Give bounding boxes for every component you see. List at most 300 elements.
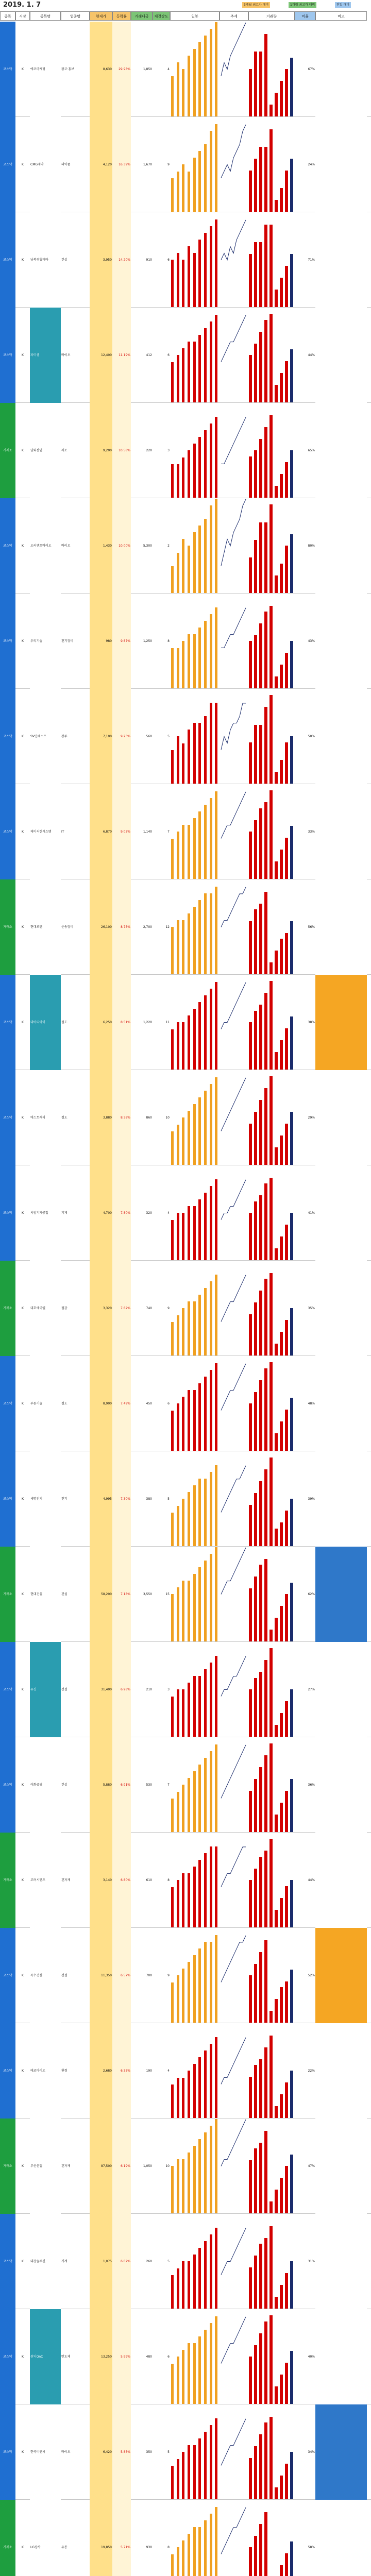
volume-bar: [249, 2547, 252, 2576]
daily-bars: [170, 1547, 220, 1642]
volume-bars: [248, 22, 295, 117]
cell-mkt: K: [22, 1592, 24, 1596]
legend-item: 3개월 최고가 대비: [242, 2, 270, 8]
volume-bar: [254, 1964, 257, 2023]
daily-bar: [204, 328, 207, 402]
daily-bar: [193, 1867, 196, 1927]
status-cell: [315, 22, 367, 117]
report-date: 2019. 1. 7: [3, 1, 41, 9]
cell-price: 8,900: [90, 1356, 112, 1451]
daily-bar: [188, 2153, 190, 2213]
volume-bar: [269, 314, 273, 402]
volume-bar: [249, 1689, 252, 1737]
volume-bar: [254, 1201, 257, 1260]
daily-bar: [193, 1676, 196, 1737]
volume-bars: [248, 1547, 295, 1642]
column-header[interactable]: 등락률: [112, 11, 131, 21]
volume-bar: [269, 2201, 273, 2213]
cell-amt: 1,670: [143, 163, 152, 166]
cell-amt: 1,220: [143, 1021, 152, 1024]
volume-bar: [264, 147, 267, 212]
volume-bar: [280, 1332, 283, 1355]
cell-pct: 10.00%: [112, 498, 131, 594]
legend-item: 1개월 최고가 대비: [289, 2, 316, 8]
trend-line: [221, 1548, 246, 1595]
volume-bar: [290, 2071, 293, 2118]
daily-bar: [188, 1581, 190, 1641]
volume-bars: [248, 2404, 295, 2500]
cell-amt: 1,140: [143, 830, 152, 834]
daily-bars: [170, 1451, 220, 1547]
table-row[interactable]: [0, 1642, 371, 1737]
volume-bar: [249, 1588, 252, 1641]
volume-bar: [285, 2082, 288, 2118]
daily-bar: [215, 2507, 217, 2576]
daily-bar: [215, 499, 217, 593]
table-row[interactable]: [0, 2309, 371, 2404]
daily-bar: [188, 2261, 190, 2309]
cell-mkt: K: [22, 2355, 24, 2359]
volume-bar: [254, 1779, 257, 1832]
daily-bar: [215, 887, 217, 974]
cell-name: 대창솔루션: [30, 2214, 61, 2309]
daily-bar: [204, 2330, 207, 2404]
cell-name: 남화산업: [30, 403, 61, 498]
daily-bar: [210, 798, 212, 879]
cell-sec: 철도: [61, 1116, 68, 1120]
cell-mkt: K: [22, 67, 24, 71]
cell-amt: 530: [146, 1783, 152, 1787]
status-cell: [315, 2119, 367, 2214]
daily-bars: [170, 1642, 220, 1737]
cell-vpct: 71%: [308, 258, 315, 262]
daily-bars: [170, 2023, 220, 2119]
trend-sparkline: [220, 594, 248, 689]
table-row[interactable]: [0, 879, 371, 975]
column-header[interactable]: 비고: [315, 11, 367, 21]
trend-line: [221, 220, 246, 260]
cell-price: 11,350: [90, 1928, 112, 2023]
volume-bar: [280, 2375, 283, 2404]
table-row[interactable]: [0, 1165, 371, 1261]
status-cell: [315, 2214, 367, 2309]
cell-pct: 14.20%: [112, 212, 131, 308]
cell-sec: 건자재: [61, 1878, 71, 1882]
daily-bar: [198, 42, 201, 116]
daily-bar: [210, 29, 212, 116]
daily-bar: [198, 240, 201, 307]
status-cell: [315, 498, 367, 594]
cell-cnt: 7: [167, 830, 170, 834]
trend-sparkline: [220, 22, 248, 117]
cell-mkt: K: [22, 1783, 24, 1787]
table-row[interactable]: [0, 308, 371, 403]
table-row[interactable]: [0, 1356, 371, 1451]
trend-line: [221, 2507, 246, 2554]
daily-bar: [210, 2514, 212, 2576]
daily-bar: [204, 1669, 207, 1737]
daily-bars: [170, 975, 220, 1070]
daily-bar: [198, 1765, 201, 1832]
volume-bar: [275, 1344, 278, 1355]
cell-vpct: 67%: [308, 67, 315, 71]
cell-sec: 철강: [61, 1307, 68, 1310]
daily-bar: [198, 1383, 201, 1451]
cell-price: 3,880: [90, 1070, 112, 1165]
volume-bar: [290, 1970, 293, 2023]
volume-bar: [254, 242, 257, 307]
daily-bar: [193, 1104, 196, 1165]
volume-bar: [285, 2363, 288, 2404]
table-row[interactable]: [0, 2023, 371, 2119]
cell-cnt: 2: [167, 544, 170, 548]
cell-name: 서암기계공업: [30, 1165, 61, 1261]
cell-pct: 11.19%: [112, 308, 131, 403]
daily-bar: [215, 1935, 217, 2023]
trend-line: [221, 1275, 246, 1322]
cell-amt: 380: [146, 1497, 152, 1501]
daily-bar: [204, 2520, 207, 2576]
column-header[interactable]: 추세: [220, 11, 248, 21]
daily-bar: [204, 36, 207, 116]
cell-name: 대호에이엘: [30, 1261, 61, 1356]
table-row[interactable]: [0, 2214, 371, 2309]
volume-bars: [248, 975, 295, 1070]
cell-vpct: 80%: [308, 544, 315, 548]
volume-bar: [275, 1147, 278, 1165]
cell-pct: 6.02%: [112, 2214, 131, 2309]
volume-bar: [259, 1005, 262, 1070]
volume-bar: [290, 2452, 293, 2499]
volume-bar: [269, 1458, 273, 1546]
cell-amt: 700: [146, 1974, 152, 1977]
cell-cnt: 4: [167, 67, 170, 71]
volume-bar: [264, 1088, 267, 1165]
volume-bar: [254, 344, 257, 402]
daily-bar: [193, 1301, 196, 1355]
volume-bar: [269, 504, 273, 593]
cell-sec: 전기장비: [61, 639, 74, 643]
daily-bar: [182, 1969, 184, 2023]
daily-bar: [193, 2146, 196, 2213]
volume-bar: [290, 1689, 293, 1737]
daily-bar: [177, 1506, 179, 1546]
daily-bar: [188, 450, 190, 498]
trend-sparkline: [220, 1261, 248, 1356]
trend-sparkline: [220, 1165, 248, 1261]
volume-bar: [259, 1857, 262, 1927]
volume-bars: [248, 1833, 295, 1928]
cell-vpct: 50%: [308, 735, 315, 738]
daily-bar: [188, 825, 190, 879]
cell-grp: 코스닥: [0, 594, 15, 689]
volume-bar: [264, 1851, 267, 1927]
volume-bar: [275, 93, 278, 116]
trend-line: [221, 608, 246, 648]
cell-vpct: 52%: [308, 1974, 315, 1977]
volume-bar: [290, 1880, 293, 1927]
table-row[interactable]: [0, 22, 371, 117]
volume-bar: [290, 534, 293, 593]
column-header[interactable]: 비율: [295, 11, 315, 21]
cell-mkt: K: [22, 2069, 24, 2073]
daily-bar: [182, 920, 184, 974]
column-header[interactable]: 일봉: [170, 11, 220, 21]
daily-bar: [204, 1758, 207, 1832]
table-row[interactable]: [0, 784, 371, 879]
table-row[interactable]: [0, 1261, 371, 1356]
volume-bar: [264, 1183, 267, 1260]
daily-bar: [177, 1125, 179, 1165]
volume-bar: [264, 320, 267, 402]
cell-cnt: 12: [165, 925, 170, 929]
trend-line: [221, 1180, 246, 1220]
daily-bar: [193, 342, 196, 402]
daily-bar: [215, 2228, 217, 2309]
daily-bar: [177, 62, 179, 116]
volume-bar: [280, 1522, 283, 1546]
volume-bar: [249, 254, 252, 307]
cell-amt: 610: [146, 1878, 152, 1882]
volume-bar: [264, 802, 267, 879]
volume-bars: [248, 1451, 295, 1547]
table-row[interactable]: [0, 1070, 371, 1165]
volume-bar: [269, 790, 273, 879]
volume-bar: [264, 2131, 267, 2213]
trend-sparkline: [220, 1737, 248, 1833]
trend-line: [221, 23, 246, 76]
volume-bar: [275, 861, 278, 879]
column-header[interactable]: 종목명: [30, 11, 61, 21]
cell-amt: 260: [146, 2260, 152, 2263]
daily-bar: [188, 1015, 190, 1070]
volume-bar: [249, 2160, 252, 2213]
volume-bars: [248, 1070, 295, 1165]
cell-pct: 9.23%: [112, 689, 131, 784]
daily-bar: [215, 1656, 217, 1737]
daily-bar: [188, 546, 190, 593]
volume-bar: [285, 1594, 288, 1641]
cell-pct: 6.35%: [112, 2023, 131, 2119]
daily-bar: [171, 464, 174, 498]
cell-grp: 코스닥: [0, 2404, 15, 2500]
cell-grp: 코스닥: [0, 117, 15, 212]
volume-bar: [269, 2315, 273, 2404]
volume-bar: [249, 2077, 252, 2118]
cell-name: 오리엔트바이오: [30, 498, 61, 594]
cell-name: 이화공영: [30, 1737, 61, 1833]
column-header[interactable]: 체결강도: [153, 11, 170, 21]
trend-sparkline: [220, 2309, 248, 2404]
volume-bar: [249, 1213, 252, 1260]
volume-bar: [275, 575, 278, 593]
table-row[interactable]: [0, 689, 371, 784]
volume-bar: [269, 1273, 273, 1355]
daily-bar: [215, 2119, 217, 2213]
volume-bar: [275, 1433, 278, 1451]
daily-bar: [204, 144, 207, 212]
daily-bar: [182, 1689, 184, 1737]
cell-sec: 광고·홍보: [61, 67, 75, 71]
cell-pct: 5.99%: [112, 2309, 131, 2404]
volume-bar: [269, 2226, 273, 2309]
volume-bar: [249, 456, 252, 498]
volume-bar: [269, 981, 273, 1070]
volume-bar: [254, 1011, 257, 1070]
volume-bar: [285, 1410, 288, 1451]
column-header[interactable]: 현재가: [90, 11, 112, 21]
daily-bar: [215, 1179, 217, 1260]
cell-pct: 6.91%: [112, 1737, 131, 1833]
daily-bar: [198, 628, 201, 688]
trend-line: [221, 315, 246, 362]
volume-bar: [285, 933, 288, 974]
column-header[interactable]: 시장: [15, 11, 30, 21]
trend-sparkline: [220, 2119, 248, 2214]
volume-bar: [264, 1368, 267, 1451]
cell-amt: 1,050: [143, 2164, 152, 2168]
cell-grp: 코스닥: [0, 2023, 15, 2119]
column-header[interactable]: 업종명: [61, 11, 90, 21]
volume-bar: [280, 939, 283, 974]
daily-bars: [170, 308, 220, 403]
cell-sec: 전기: [61, 1497, 68, 1501]
column-header[interactable]: 거래량: [248, 11, 295, 21]
cell-price: 4,120: [90, 117, 112, 212]
cell-name: LG상사: [30, 2500, 61, 2576]
cell-name: 남북경협테마: [30, 212, 61, 308]
volume-bars: [248, 403, 295, 498]
column-header[interactable]: 종목: [0, 11, 15, 21]
volume-bar: [269, 2011, 273, 2023]
trend-line: [221, 1936, 246, 1982]
cell-name: 에코바이오: [30, 2023, 61, 2119]
status-cell: [315, 117, 367, 212]
table-row[interactable]: [0, 1928, 371, 2023]
daily-bars: [170, 2119, 220, 2214]
cell-sec: 건설: [61, 1592, 68, 1596]
daily-bar: [193, 532, 196, 593]
table-row[interactable]: [0, 117, 371, 212]
cell-amt: 1,850: [143, 67, 152, 71]
daily-bar: [182, 2540, 184, 2576]
daily-bar: [198, 1097, 201, 1165]
daily-bar: [204, 1193, 207, 1260]
volume-bar: [285, 1791, 288, 1832]
status-cell: [315, 1261, 367, 1356]
volume-bar: [275, 2386, 278, 2404]
cell-vpct: 33%: [308, 830, 315, 834]
daily-bar: [204, 1561, 207, 1641]
status-cell: [315, 1642, 367, 1737]
daily-bar: [198, 811, 201, 879]
cell-amt: 2,700: [143, 925, 152, 929]
table-row[interactable]: [0, 975, 371, 1070]
cell-pct: 7.62%: [112, 1261, 131, 1356]
volume-bar: [269, 1630, 273, 1641]
daily-bar: [193, 444, 196, 498]
cell-mkt: K: [22, 2260, 24, 2263]
cell-sec: 건자재: [61, 2164, 71, 2168]
daily-bar: [193, 1206, 196, 1260]
table-row[interactable]: [0, 498, 371, 594]
daily-bars: [170, 117, 220, 212]
cell-name: 세명전기: [30, 1451, 61, 1547]
volume-bar: [264, 1755, 267, 1832]
cell-sec: 바이오: [61, 353, 71, 357]
volume-bar: [285, 653, 288, 688]
volume-bar: [264, 2422, 267, 2499]
cell-price: 4,700: [90, 1165, 112, 1261]
volume-bar: [280, 373, 283, 402]
trend-sparkline: [220, 403, 248, 498]
table-row[interactable]: [0, 594, 371, 689]
daily-bar: [210, 1281, 212, 1355]
daily-bar: [188, 1301, 190, 1355]
table-row[interactable]: [0, 212, 371, 308]
volume-bar: [280, 1040, 283, 1070]
daily-bar: [215, 607, 217, 688]
cell-price: 31,400: [90, 1642, 112, 1737]
cell-amt: 740: [146, 1307, 152, 1310]
daily-bar: [182, 2350, 184, 2404]
daily-bar: [215, 1077, 217, 1165]
cell-vpct: 48%: [308, 1402, 315, 1405]
volume-bar: [290, 2261, 293, 2309]
volume-bar: [275, 1815, 278, 1832]
cell-name: 특수건설: [30, 1928, 61, 2023]
table-row[interactable]: [0, 2500, 371, 2576]
status-cell: [315, 1451, 367, 1547]
status-cell: [315, 1070, 367, 1165]
cell-vpct: 27%: [308, 1688, 315, 1691]
cell-amt: 220: [146, 449, 152, 452]
table-row[interactable]: [0, 1737, 371, 1833]
cell-cnt: 5: [167, 1497, 170, 1501]
table-row[interactable]: [0, 1833, 371, 1928]
volume-bar: [280, 2285, 283, 2309]
volume-bar: [280, 2565, 283, 2576]
volume-bar: [259, 623, 262, 688]
table-row[interactable]: [0, 403, 371, 498]
table-row[interactable]: [0, 2119, 371, 2214]
column-header[interactable]: 거래대금: [131, 11, 153, 21]
volume-bar: [285, 742, 288, 784]
daily-bar: [215, 2418, 217, 2499]
cell-price: 12,400: [90, 308, 112, 403]
volume-bar: [249, 1880, 252, 1927]
table-row[interactable]: [0, 1547, 371, 1642]
volume-bar: [269, 695, 273, 784]
cell-name: SV인베스트: [30, 689, 61, 784]
volume-bar: [280, 665, 283, 688]
cell-mkt: K: [22, 1402, 24, 1405]
table-row[interactable]: [0, 2404, 371, 2500]
trend-line: [221, 792, 246, 839]
volume-bar: [290, 641, 293, 688]
daily-bar: [198, 2438, 201, 2499]
daily-bar: [177, 355, 179, 402]
trend-line: [221, 982, 246, 1029]
daily-bar: [177, 920, 179, 974]
volume-bar: [259, 242, 262, 307]
volume-bar: [275, 200, 278, 212]
trend-sparkline: [220, 2500, 248, 2576]
table-row[interactable]: [0, 1451, 371, 1547]
cell-price: 3,950: [90, 212, 112, 308]
volume-bar: [259, 52, 262, 116]
daily-bar: [188, 1962, 190, 2023]
